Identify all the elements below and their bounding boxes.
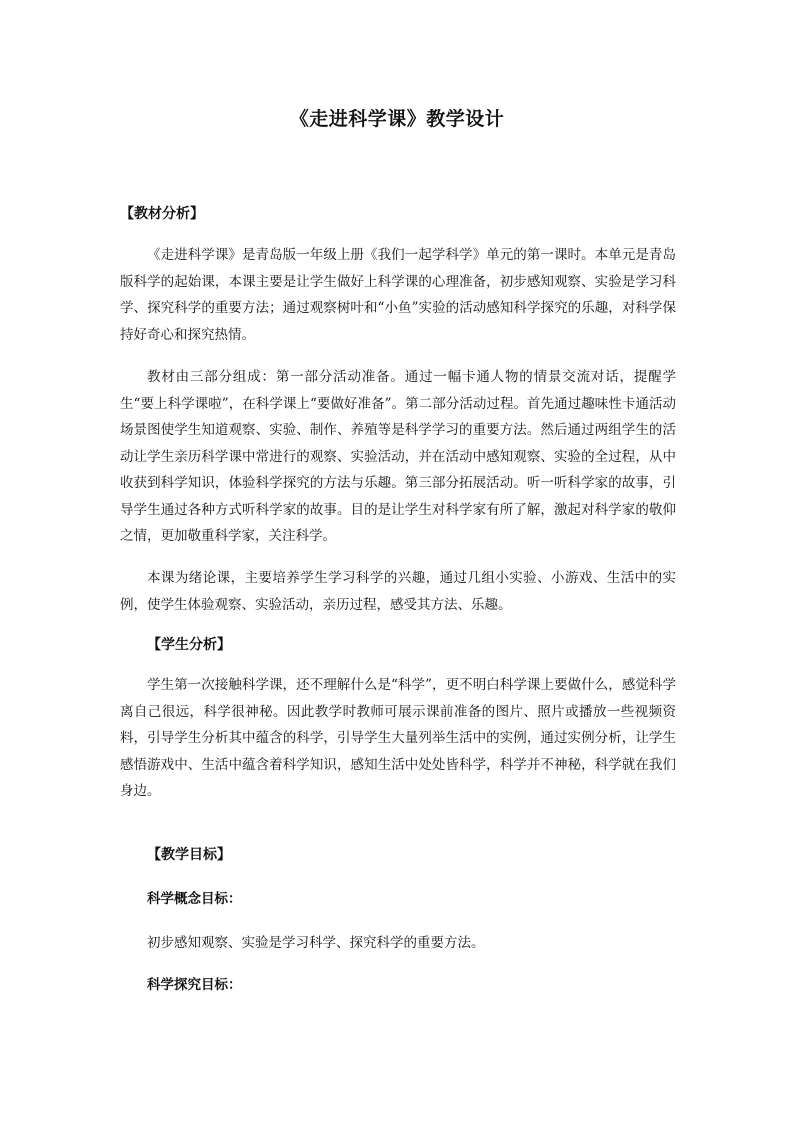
paragraph-student-1: 学生第一次接触科学课，还不理解什么是“科学”，更不明白科学课上要做什么，感觉科学离自己很远，科学很神秘。因此教学时教师可展示课前准备的图片、照片或播放一些视频资料，引导学生分析其中蕴含的科学，引导学生大量列举生活中的实例，通过实例分析，让学生感悟游戏中、生活中蕴含着科学知识，感知生活中处处皆科学，科学并不神秘，科学就在我们身边。 [120,677,676,799]
document-title: 《走进科学课》教学设计 [289,108,505,130]
inquiry-goal-label: 科学探究目标： [147,977,242,993]
heading-student-analysis: 【学生分析】 [147,637,231,653]
concept-goal-label: 科学概念目标： [147,891,242,907]
paragraph-material-1: 《走进科学课》是青岛版一年级上册《我们一起学科学》单元的第一课时。本单元是青岛版科学的起始课，本课主要是让学生做好上科学课的心理准备，初步感知观察、实验是学习科学、探究科学的重要方法；通过观察树叶和“小鱼”实验的活动感知科学探究的乐趣，对科学保持好奇心和探究热情。 [120,247,676,343]
heading-teaching-goals: 【教学目标】 [147,847,231,863]
heading-material-analysis: 【教材分析】 [120,206,204,222]
concept-goal-text: 初步感知观察、实验是学习科学、探究科学的重要方法。 [147,935,485,951]
paragraph-material-2: 教材由三部分组成：第一部分活动准备。通过一幅卡通人物的情景交流对话，提醒学生“要上科学课啦”，在科学课上“要做好准备”。第二部分活动过程。首先通过趣味性卡通活动场景图使学生知道观察、实验、制作、养殖等是科学学习的重要方法。然后通过两组学生的活动让学生亲历科学课中常进行的观察、实验活动，并在活动中感知观察、实验的全过程，从中收获到科学知识，体验科学探究的方法与乐趣。第三部分拓展活动。听一听科学家的故事，引导学生通过各种方式听科学家的故事。目的是让学生对科学家有所了解，激起对科学家的敬仰之情，更加敬重科学家，关注科学。 [120,369,676,544]
paragraph-material-3: 本课为绪论课，主要培养学生学习科学的兴趣，通过几组小实验、小游戏、生活中的实例，使学生体验观察、实验活动，亲历过程，感受其方法、乐趣。 [120,570,676,613]
